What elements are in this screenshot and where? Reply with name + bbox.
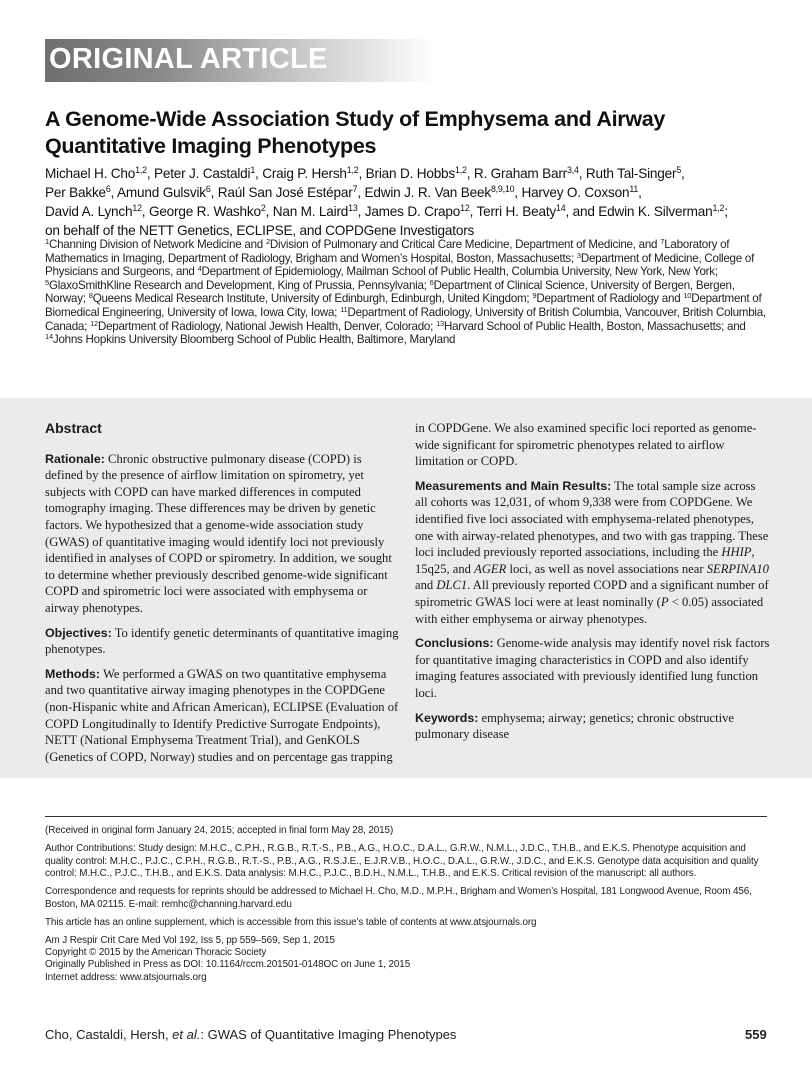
doi: Originally Published in Press as DOI: 10.1164/rccm.201501-0148OC on June 1, 2015 [45, 959, 411, 971]
affiliation-number: 14 [45, 332, 53, 342]
article-type-label: ORIGINAL ARTICLE [49, 43, 328, 75]
author-contributions: Author Contributions: Study design: M.H.C., C.P.H., R.G.B., R.T.-S., P.B., A.G., H.O.C., D.A.L., G.R.W., N.M.L., J.D.C., T.H.B., and E.K.S. Phenotype acquisition and quality control: M.H.C., P.J.C., C.P.H., R.G.B., R.T.-S., P.B., A.G., R.S.J.E., E.J.R.V.B., H.O.C., D.A.L., G.R.W., J.D.C., and E.K.S. Genotype data acquisition and quality control: M.H.C., P.J.C., T.H.B., and E.K.S. Data analysis: M.H.C., P.J.C., B.D.H., N.M.L., T.H.B., and E.K.S. Critical revision of the manuscript: all authors. [45, 842, 759, 880]
author-affiliation-sup: 7 [352, 184, 358, 195]
affiliation-text: Department of Medicine, College of Physicians and Surgeons, and [45, 251, 755, 279]
affiliation-text: Queens Medical Research Institute, University of Edinburgh, Edinburgh, United Kingdom; [92, 292, 533, 306]
page-number: 559 [745, 1027, 767, 1042]
results-text: . All previously reported COPD and a significant number of spirometric GWAS loci were at least nominally ( [415, 578, 769, 609]
internet-address: Internet address: www.atsjournals.org [45, 971, 207, 983]
affiliation-text: Laboratory of Mathematics in Imaging, Department of Radiology, Brigham and Women’s Hospital, Boston, Massachusetts; [45, 238, 730, 265]
online-supplement-note: This article has an online supplement, which is accessible from this issue’s table of contents at www.atsjournals.org [45, 916, 537, 928]
results-text: loci, as well as novel associations near [506, 561, 707, 576]
abstract-right-column [415, 420, 770, 751]
rationale-paragraph: Rationale: Chronic obstructive pulmonary disease (COPD) is defined by the presence of airflow limitation on spirometry, yet subjects with COPD can have marked differences in computed tomography imaging. These differences may be driven by genetic factors. We hypothesized that a genome-wide association study (GWAS) of quantitative imaging would identify loci not previously identified in analyses of COPD or spirometry. In addition, we sought to determine whether previously described genome-wide significant COPD and spirometric loci were associated with emphysema or airway phenotypes. [45, 451, 392, 615]
conclusions-paragraph: Conclusions: Genome-wide analysis may identify novel risk factors for quantitative imaging characteristics in COPD and also identify imaging features associated with previously identified lung function loci. [415, 636, 770, 700]
author-affiliation-sup: 1,2 [346, 165, 359, 176]
author: Terri H. Beaty [476, 204, 557, 219]
affiliations [45, 238, 770, 347]
affiliation-number: 2 [265, 236, 270, 246]
author-affiliation-sup: 14 [556, 203, 566, 214]
author-affiliation-sup: 6 [105, 184, 111, 195]
author: Michael H. Cho [45, 166, 136, 181]
author-affiliation-sup: 3,4 [567, 165, 579, 176]
affiliation-number: 13 [436, 318, 444, 328]
affiliation-number: 3 [576, 250, 581, 260]
author: Per Bakke [45, 185, 106, 200]
keywords-paragraph: Keywords: emphysema; airway; genetics; chronic obstructive pulmonary disease [415, 710, 734, 742]
affiliation-number: 12 [90, 318, 98, 328]
objectives-paragraph: Objectives: To identify genetic determinants of quantitative imaging phenotypes. [45, 625, 399, 657]
affiliation-text: Division of Pulmonary and Critical Care Medicine, Department of Medicine, and [269, 238, 661, 251]
affiliation-text: GlaxoSmithKline Research and Development, King of Prussia, Pennsylvania; [48, 278, 430, 292]
correspondence: Correspondence and requests for reprints should be addressed to Michael H. Cho, M.D., M.P.H., Brigham and Women’s Hospital, 181 Longwood Avenue, Room 456, Boston, MA 02115. E-mail: remhc@channing.harvard.edu [45, 886, 752, 910]
affiliation-text: Harvard School of Public Health, Boston, Massachusetts; and [443, 319, 746, 333]
author: R. Graham Barr [473, 166, 568, 181]
affiliation-number: 8 [88, 291, 93, 301]
gene-name: DLC1 [436, 578, 468, 593]
article-type-banner [45, 39, 435, 82]
author: Edwin J. R. Van Beek [364, 185, 491, 200]
author-affiliation-sup: 11 [629, 184, 639, 195]
gene-name: SERPINA10 [706, 561, 769, 576]
running-footer: Cho, Castaldi, Hersh, et al.: GWAS of Quantitative Imaging Phenotypes [45, 1027, 457, 1042]
footnote-divider [45, 816, 767, 817]
methods-paragraph-continued: in COPDGene. We also examined specific loci reported as genome-wide significant for spirometric phenotypes related to airflow limitation or COPD. [415, 421, 757, 469]
author: Ruth Tal-Singer [585, 166, 677, 181]
affiliation-text: Department of Epidemiology, Mailman School of Public Health, Columbia University, New York, New York; [201, 265, 718, 279]
affiliation-text: Channing Division of Network Medicine and [48, 238, 266, 251]
affiliation-text: Department of Biomedical Engineering, University of Iowa, Iowa City, Iowa; [45, 292, 762, 319]
author: David A. Lynch [45, 204, 133, 219]
citation: Am J Respir Crit Care Med Vol 192, Iss 5, pp 559–569, Sep 1, 2015 [45, 934, 335, 946]
results-text: < 0.05) associated with either emphysema or airway phenotypes. [415, 594, 764, 626]
affiliation-text: Johns Hopkins University Bloomberg School of Public Health, Baltimore, Maryland [52, 333, 456, 347]
author-affiliation-sup: 5 [676, 165, 682, 176]
author-affiliation-sup: 1,2 [712, 203, 725, 214]
author: James D. Crapo [364, 204, 461, 219]
affiliation-number: 5 [45, 277, 49, 287]
affiliation-number: 7 [660, 236, 665, 246]
article-title: A Genome-Wide Association Study of Emphysema and Airway Quantitative Imaging Phenotypes [45, 107, 666, 158]
gene-name: HHIP [721, 545, 752, 560]
affiliation-number: 10 [683, 291, 692, 301]
author: Harvey O. Coxson [521, 185, 630, 200]
author-affiliation-sup: 13 [348, 203, 358, 214]
received-dates: (Received in original form January 24, 2015; accepted in final form May 28, 2015) [45, 825, 394, 836]
author: Amund Gulsvik [117, 185, 206, 200]
abstract-heading: Abstract [45, 420, 102, 436]
author-affiliation-sup: 12 [132, 203, 142, 214]
affiliation-number: 9 [532, 291, 537, 301]
author: Craig P. Hersh [262, 166, 347, 181]
on-behalf: on behalf of the NETT Genetics, ECLIPSE, and COPDGene Investigators [45, 223, 475, 238]
methods-paragraph: Methods: We performed a GWAS on two quantitative emphysema and two quantitative airway imaging phenotypes in the COPDGene (non-Hispanic white and African American), ECLIPSE (Evaluation of COPD Longitudinally to Identify Predictive Surrogate Endpoints), NETT (National Emphysema Treatment Trial), and GenKOLS (Genetics of COPD, Norway) studies and on percentage gas trapping [45, 666, 399, 764]
affiliation-text: Department of Clinical Science, University of Bergen, Bergen, Norway; [45, 278, 735, 306]
gene-name: AGER [474, 561, 507, 576]
affiliation-text: Department of Radiology and [536, 292, 684, 306]
copyright: Copyright © 2015 by the American Thoracic Society [45, 946, 267, 958]
author-affiliation-sup: 2 [260, 203, 266, 214]
author-affiliation-sup: 1,2 [135, 165, 147, 176]
author: George R. Washko [148, 204, 261, 219]
author-affiliation-sup: 8,9,10 [490, 184, 515, 195]
affiliation-text: Department of Radiology, University of British Columbia, Vancouver, British Columbia, Canada; [45, 305, 766, 333]
author-list: Michael H. Cho$^{1,2}$, Peter J. Castaldi$^1$, Craig P. Hersh$^{1,2}$, Brian D. Hobbs$^{1,2}$, R. Graham Barr$^{3,4}$, Ruth Tal-Singer$^5$, Per Bakke$^6$, Amund Gulsvik$^6$, Raúl San José Estépar$^7$, Edwin J. R. Van Beek$^{8,9,10}$, Harvey O. Coxson$^{11}$, David A. Lynch$^{12}$, George R. Washko$^2$, Nan M. Laird$^{13}$, James D. Crapo$^{12}$, Terri H. Beaty$^{14}$, and Edwin K. Silverman$^{1,2}$; on behalf of the NETT Genetics, ECLIPSE, and COPDGene Investigators [45, 165, 728, 238]
results-paragraph: Measurements and Main Results: The total sample size across all cohorts was 12,031, of whom 9,338 were from COPDGene. We identified five loci associated with emphysema-related phenotypes, one with airway-related phenotypes, and two with gas trapping. These loci included previously reported associations, including the HHIP, 15q25, and AGER loci, as well as novel associations near SERPINA10 and DLC1. All previously reported COPD and a significant number of spirometric GWAS loci were at least nominally (P < 0.05) associated with either emphysema or airway phenotypes. [415, 478, 769, 626]
author: Raúl San José Estépar [217, 185, 353, 200]
author: Brian D. Hobbs [365, 166, 456, 181]
author-affiliation-sup: 1,2 [455, 165, 467, 176]
author: and Edwin K. Silverman [572, 204, 713, 219]
author-affiliation-sup: 6 [205, 184, 211, 195]
affiliation-number: 1 [45, 236, 49, 246]
results-text: and [415, 578, 437, 593]
gene-name: P [660, 594, 669, 609]
results-text: The total sample size across all cohorts was 12,031, of whom 9,338 were from COPDGene. We identified five loci associated with emphysema-related phenotypes, one with airway-related phenotypes, and two with gas trapping. These loci included previously reported associations, including the [415, 478, 769, 560]
author-affiliation-sup: 12 [460, 203, 470, 214]
footnotes [45, 825, 770, 984]
results-text: , 15q25, and [415, 545, 755, 576]
author: Nan M. Laird [272, 204, 349, 219]
abstract-left-column [45, 420, 400, 773]
affiliation-text: Department of Radiology, National Jewish Health, Denver, Colorado; [97, 319, 437, 333]
author: Peter J. Castaldi [153, 166, 251, 181]
author-affiliation-sup: 1 [250, 165, 256, 176]
affiliation-number: 6 [429, 277, 434, 287]
affiliation-number: 4 [197, 264, 202, 274]
affiliation-number: 11 [340, 304, 348, 314]
